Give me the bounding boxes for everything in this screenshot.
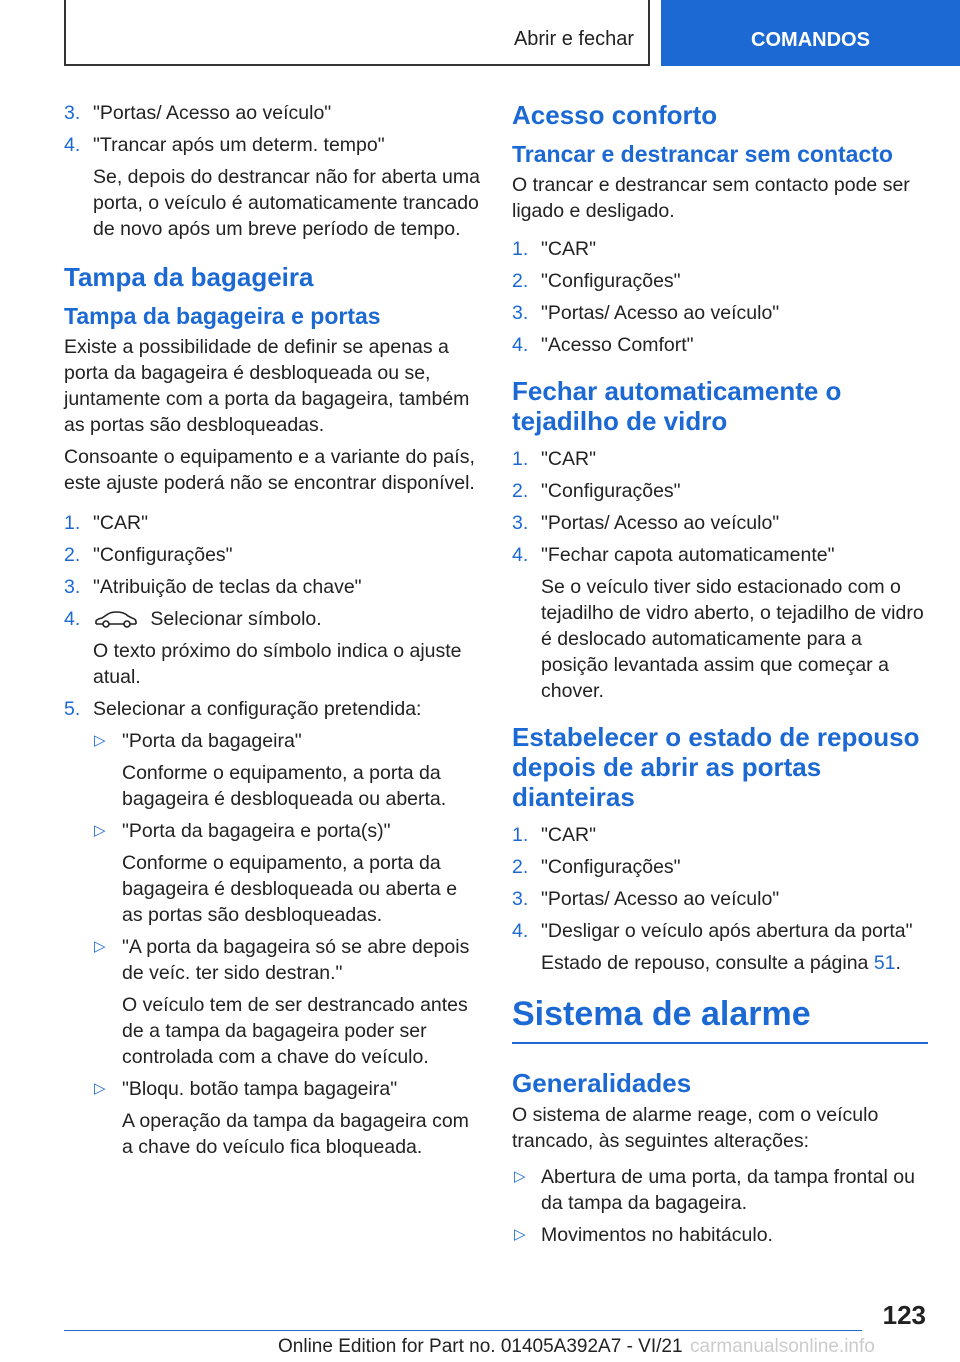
list-item: 4. Selecionar símbolo. (64, 608, 322, 630)
option-item: ▷ "Porta da bagageira e porta(s)" (94, 820, 391, 842)
item-description: Estado de repouso, consulte a página 51. (541, 952, 901, 974)
heading-tampa-bagageira: Tampa da bagageira (64, 262, 314, 292)
footer-edition: Online Edition for Part no. 01405A392A7 - VI/21 (278, 1336, 683, 1357)
list-item: 4. "Acesso Comfort" (512, 334, 694, 356)
list-item: 1. "CAR" (512, 824, 597, 846)
list-item: 4. "Trancar após um determ. tempo" (64, 134, 385, 156)
option-item: ▷ "Porta da bagageira" (94, 730, 302, 752)
list-item: 3. "Portas/ Acesso ao veículo" (64, 102, 332, 124)
right-column (512, 100, 928, 1254)
list-item: 4. "Fechar capota automaticamente" (512, 544, 835, 566)
paragraph: Consoante o equipamento e a variante do país, este ajuste poderá não se encontrar disponível. (64, 446, 475, 494)
header-section-title: Abrir e fechar (513, 28, 634, 50)
triangle-bullet-icon: ▷ (514, 1168, 526, 1185)
footer-rule (64, 1330, 862, 1331)
triangle-bullet-icon: ▷ (514, 1226, 526, 1243)
car-icon (93, 611, 139, 629)
list-item: 1. "CAR" (64, 512, 149, 534)
paragraph: Existe a possibilidade de definir se apenas a porta da bagageira é desbloqueada ou se, juntamente com a porta da bagageira, também as portas são desbloqueadas. (64, 336, 470, 436)
option-item: ▷ "Bloqu. botão tampa bagageira" (94, 1078, 398, 1100)
page-reference-link[interactable]: 51 (873, 952, 896, 974)
option-item: ▷ "A porta da bagageira só se abre depois de veíc. ter sido destran." (94, 936, 470, 984)
option-description: Conforme o equipamento, a porta da bagageira é desbloqueada ou aberta. (122, 762, 447, 810)
list-item: 3. "Atribuição de teclas da chave" (64, 576, 362, 598)
list-item: 2. "Configurações" (512, 270, 681, 292)
heading-sistema-alarme: Sistema de alarme (512, 994, 928, 1044)
item-description: Se o veículo tiver sido estacionado com o tejadilho de vidro aberto, o tejadilho de vidro é deslocado automaticamente para a posição levantada assim que começar a chover. (541, 576, 924, 702)
item-description: O texto próximo do símbolo indica o ajuste atual. (93, 640, 462, 688)
subheading-sem-contacto: Trancar e destrancar sem contacto (512, 141, 893, 167)
heading-acesso-conforto: Acesso conforto (512, 100, 718, 130)
left-column (64, 100, 480, 1166)
list-item: 2. "Configurações" (64, 544, 233, 566)
list-item: 3. "Portas/ Acesso ao veículo" (512, 888, 780, 910)
heading-generalidades: Generalidades (512, 1068, 692, 1098)
option-description: A operação da tampa da bagageira com a chave do veículo fica bloqueada. (122, 1110, 469, 1158)
heading-estado-repouso: Estabelecer o estado de repouso depois de abrir as portas dianteiras (512, 722, 920, 812)
subheading-tampa-portas: Tampa da bagageira e portas (64, 303, 381, 329)
list-item: 2. "Configurações" (512, 480, 681, 502)
header-chapter-tab: COMANDOS (661, 0, 960, 66)
page-number: 123 (882, 1300, 926, 1330)
item-description: Se, depois do destrancar não for aberta uma porta, o veículo é automaticamente trancado de novo após um breve período de tempo. (93, 166, 480, 240)
watermark: carmanualsonline.info (690, 1336, 875, 1357)
triangle-bullet-icon: ▷ (94, 1080, 106, 1097)
header-section-box (64, 0, 650, 66)
paragraph: O sistema de alarme reage, com o veículo trancado, às seguintes alterações: (512, 1104, 879, 1152)
list-item: 3. "Portas/ Acesso ao veículo" (512, 302, 780, 324)
list-item: ▷ Abertura de uma porta, da tampa frontal ou da tampa da bagageira. (514, 1166, 915, 1214)
list-item: 3. "Portas/ Acesso ao veículo" (512, 512, 780, 534)
triangle-bullet-icon: ▷ (94, 822, 106, 839)
list-item: 4. "Desligar o veículo após abertura da porta" (512, 920, 913, 942)
option-description: Conforme o equipamento, a porta da bagageira é desbloqueada ou aberta e as portas são desbloqueadas. (122, 852, 458, 926)
list-item: ▷ Movimentos no habitáculo. (514, 1224, 773, 1246)
list-item: 1. "CAR" (512, 448, 597, 470)
list-item: 5. Selecionar a configuração pretendida: (64, 698, 422, 720)
triangle-bullet-icon: ▷ (94, 732, 106, 749)
triangle-bullet-icon: ▷ (94, 938, 106, 955)
option-description: O veículo tem de ser destrancado antes de a tampa da bagageira poder ser controlada com a chave do veículo. (122, 994, 468, 1068)
list-item: 2. "Configurações" (512, 856, 681, 878)
heading-fechar-tejadilho: Fechar automaticamente o tejadilho de vidro (512, 376, 842, 436)
paragraph: O trancar e destrancar sem contacto pode ser ligado e desligado. (512, 174, 910, 222)
list-item: 1. "CAR" (512, 238, 597, 260)
